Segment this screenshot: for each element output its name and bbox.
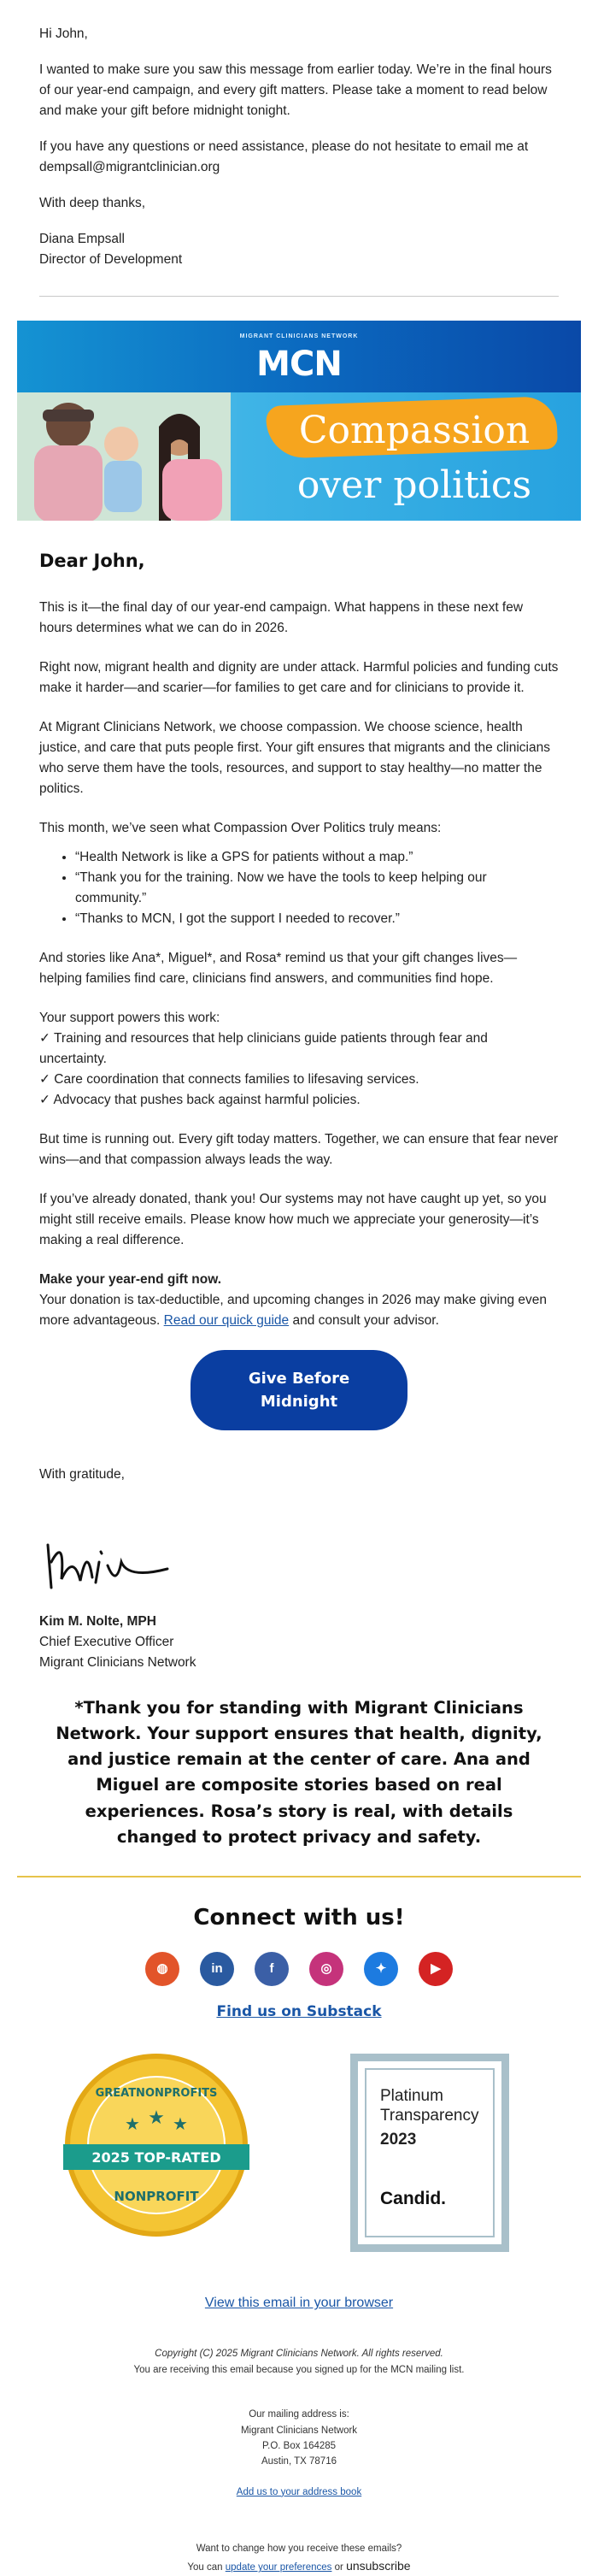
signer-title: Chief Executive Officer bbox=[39, 1634, 174, 1649]
substack-wrapper bbox=[0, 2001, 598, 2024]
address-line-1: Migrant Clinicians Network bbox=[240, 2425, 358, 2436]
letter-section bbox=[0, 548, 598, 1673]
view-in-browser-link[interactable]: View this email in your browser bbox=[204, 2296, 394, 2311]
letter-paragraph-3: At Migrant Clinicians Network, we choose compassion. We choose science, health justice, and care that puts people first. Your gift ensures that migrants and the clinicians who serve them have the tools, resources, and support to stay healthy—no matter the politics. bbox=[39, 719, 550, 796]
change-question: Want to change how you receive these emails? bbox=[196, 2544, 402, 2555]
star-icon: ★ bbox=[173, 2115, 188, 2135]
connect-heading: Connect with us! bbox=[193, 1904, 405, 1931]
give-now-heading: Make your year-end gift now. bbox=[39, 1272, 222, 1288]
intro-email: dempsall@migrantclinician.org bbox=[39, 160, 220, 175]
instagram-icon[interactable]: ◎ bbox=[309, 1952, 343, 1986]
gnp-top-text: GREATNONPROFITS bbox=[95, 2087, 218, 2101]
letter-paragraph-4: This month, we’ve seen what Compassion Over Politics truly means: bbox=[39, 820, 442, 835]
letter-paragraph-7: If you’ve already donated, thank you! Our systems may not have caught up yet, so you might still receive emails. Please know how much we appreciate your generosity—it’s making a real difference. bbox=[39, 1191, 547, 1248]
intro-name: Diana Empsall bbox=[39, 232, 125, 247]
candid-line-1: Platinum bbox=[380, 2087, 443, 2106]
letter-greeting: Dear John, bbox=[39, 551, 145, 572]
list-item: ✓ Training and resources that help clinicians guide patients through fear and uncertainty. bbox=[39, 1030, 488, 1066]
address-line-3: Austin, TX 78716 bbox=[261, 2456, 337, 2467]
preferences-line bbox=[0, 2556, 598, 2575]
banner-headline-2: over politics bbox=[296, 463, 532, 508]
tax-text: Your donation is tax-deductible, and upcoming changes in 2026 may make giving even more advantageous. bbox=[39, 1293, 547, 1329]
candid-name: Candid. bbox=[380, 2188, 446, 2208]
list-item: • “Thank you for the training. Now we have the tools to keep helping our community.” bbox=[75, 868, 559, 909]
youtube-icon[interactable]: ▶ bbox=[419, 1952, 453, 1986]
bluesky-icon[interactable]: ✦ bbox=[364, 1952, 398, 1986]
candid-seal-inner bbox=[365, 2068, 495, 2237]
linkedin-icon[interactable]: in bbox=[200, 1952, 234, 1986]
candid-year: 2023 bbox=[380, 2131, 417, 2149]
letter-closing: With gratitude, bbox=[39, 1467, 125, 1483]
address-line-2: P.O. Box 164285 bbox=[261, 2441, 337, 2452]
cta-wrapper bbox=[39, 1350, 559, 1430]
letter-paragraph-1: This is it—the final day of our year-end campaign. What happens in these next few hours determines what we can do in 2026. bbox=[39, 599, 524, 635]
intro-contact-text: If you have any questions or need assistance, please do not hesitate to email me at bbox=[39, 139, 529, 155]
subscription-reason: You are receiving this email because you signed up for the MCN mailing list. bbox=[133, 2364, 465, 2375]
facebook-icon[interactable]: f bbox=[255, 1952, 289, 1986]
support-list bbox=[39, 1008, 559, 1111]
family-photo-illustration bbox=[17, 392, 231, 521]
unsubscribe-link[interactable]: unsubscribe bbox=[346, 2559, 411, 2573]
mailing-label: Our mailing address is: bbox=[249, 2409, 349, 2420]
support-intro: Your support powers this work: bbox=[39, 1010, 220, 1025]
address-book-wrapper bbox=[0, 2485, 598, 2500]
you-can-text: You can bbox=[187, 2562, 223, 2573]
view-browser-wrapper bbox=[0, 2293, 598, 2314]
campaign-banner bbox=[17, 321, 581, 521]
candid-line-2: Transparency bbox=[380, 2107, 479, 2125]
intro-title: Director of Development bbox=[39, 252, 183, 268]
tax-text-end: and consult your advisor. bbox=[292, 1313, 439, 1329]
signer-block bbox=[39, 1612, 559, 1673]
intro-closing: With deep thanks, bbox=[39, 196, 146, 211]
gold-divider bbox=[17, 1876, 581, 1877]
signer-org: Migrant Clinicians Network bbox=[39, 1654, 196, 1670]
gnp-bottom-text: NONPROFIT bbox=[114, 2189, 199, 2205]
or-text: or bbox=[334, 2562, 343, 2573]
intro-paragraph-1: I wanted to make sure you saw this message from earlier today. We’re in the final hours of our year-end campaign, and every gift matters. Please take a moment to read below and make your gift before midnight tonight. bbox=[39, 62, 552, 119]
org-small-name: MIGRANT CLINICIANS NETWORK bbox=[239, 333, 359, 340]
substack-link[interactable]: Find us on Substack bbox=[216, 2002, 382, 2020]
divider bbox=[39, 296, 559, 297]
intro-greeting: Hi John, bbox=[39, 27, 88, 41]
banner-headline-1: Compassion bbox=[298, 409, 531, 453]
intro-signature bbox=[39, 229, 559, 270]
mcn-logo: MCN bbox=[256, 345, 342, 385]
mailing-address bbox=[0, 2407, 598, 2470]
list-item: ✓ Care coordination that connects families to lifesaving services. bbox=[39, 1071, 419, 1087]
quotes-list bbox=[75, 847, 559, 929]
intro-section bbox=[0, 0, 598, 270]
list-item: ✓ Advocacy that pushes back against harmful policies. bbox=[39, 1092, 361, 1107]
star-icon: ★ bbox=[125, 2115, 140, 2135]
handwritten-signature bbox=[39, 1528, 176, 1596]
add-address-book-link[interactable]: Add us to your address book bbox=[236, 2486, 362, 2497]
gnp-band-text: 2025 TOP-RATED bbox=[91, 2149, 221, 2166]
update-preferences-link[interactable]: update your preferences bbox=[225, 2562, 332, 2573]
preferences-block bbox=[0, 2541, 598, 2576]
social-icons bbox=[0, 1952, 598, 1986]
intro-paragraph-2 bbox=[39, 137, 559, 178]
badges-section bbox=[0, 2048, 598, 2262]
candid-seal bbox=[350, 2054, 509, 2252]
star-icon: ★ bbox=[148, 2107, 165, 2129]
letter-paragraph-6: But time is running out. Every gift today matters. Together, we can ensure that fear never wins—and that compassion always leads the way. bbox=[39, 1131, 559, 1167]
list-item: • “Thanks to MCN, I got the support I needed to recover.” bbox=[75, 909, 559, 929]
letter-paragraph-2: Right now, migrant health and dignity are under attack. Harmful policies and funding cuts make it harder—and scarier—for families to get care and for clinicians to provide it. bbox=[39, 659, 559, 695]
banner-hero bbox=[17, 392, 581, 521]
footer-legal bbox=[0, 2346, 598, 2378]
website-icon[interactable]: ◍ bbox=[145, 1952, 179, 1986]
footnote: *Thank you for standing with Migrant Clinicians Network. Your support ensures that health, dignity, and justice remain at the center of care. Ana and Miguel are composite stories based on real experiences. Rosa’s story is real, with details changed to protect privacy and safety. bbox=[56, 1697, 542, 1847]
greatnonprofits-badge bbox=[60, 2048, 253, 2242]
list-item: • “Health Network is like a GPS for patients without a map.” bbox=[75, 847, 559, 868]
copyright-text: Copyright (C) 2025 Migrant Clinicians Network. All rights reserved. bbox=[155, 2349, 443, 2360]
give-before-midnight-button[interactable]: Give Before Midnight bbox=[191, 1350, 407, 1430]
signer-name: Kim M. Nolte, MPH bbox=[39, 1613, 156, 1629]
banner-logo-bar bbox=[17, 321, 581, 392]
tax-paragraph bbox=[39, 1270, 559, 1331]
letter-paragraph-5: And stories like Ana*, Miguel*, and Rosa* remind us that your gift changes lives—helping families find care, clinicians find answers, and communities find hope. bbox=[39, 950, 518, 986]
quick-guide-link[interactable]: Read our quick guide bbox=[163, 1313, 290, 1329]
